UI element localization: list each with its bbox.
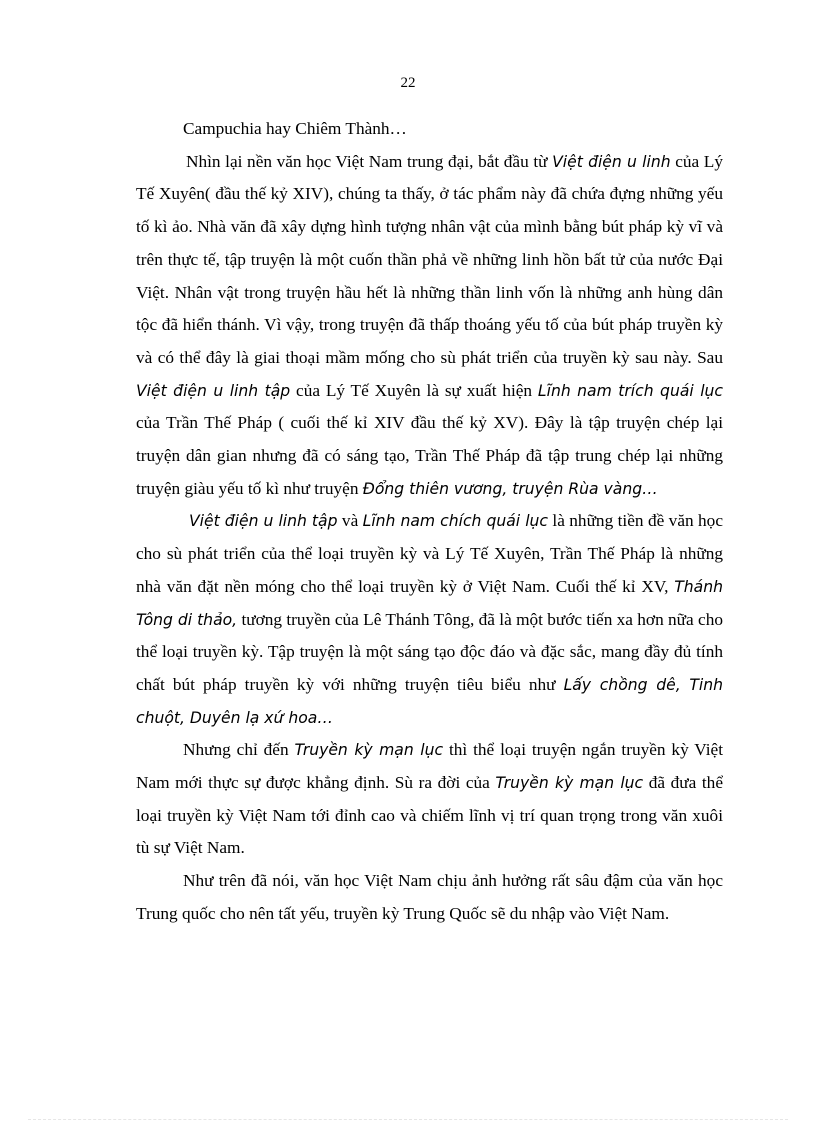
text-run: Nhìn lại nền văn học Việt Nam trung đại, bắt đầu từ: [186, 151, 553, 171]
italic-title: Truyền kỳ mạn lục: [294, 741, 444, 760]
text-run: của Lý Tế Xuyên là sự xuất hiện: [290, 380, 538, 400]
paragraph-5: [136, 865, 723, 930]
paragraph-3: [136, 505, 723, 734]
text-run: Nhưng chỉ đến: [183, 740, 295, 760]
text-run: Như trên đã nói, văn học Việt Nam chịu ảnh hưởng rất sâu đậm của văn học Trung quốc cho nên tất yếu, truyền kỳ Trung Quốc sẽ du nhập vào Việt Nam.: [136, 871, 723, 923]
paragraph-1: [136, 113, 723, 146]
text-run: của Trần Thế Pháp ( cuối thế kỉ XIV đầu thế kỷ XV). Đây là tập truyện chép lại truyện dân gian nhưng đã có sáng tạo, Trần Thế Pháp đã tập trung chép lại những truyện giàu yếu tố kì như truyện: [136, 413, 723, 498]
body-text: [136, 113, 723, 931]
text-run: của Lý Tế Xuyên( đầu thế kỷ XIV), chúng ta thấy, ở tác phẩm này đã chứa đựng những yếu tố kì ảo. Nhà văn đã xây dựng hình tượng nhân vật của mình bằng bút pháp kỳ vĩ và trên thực tế, tập truyện là một cuốn thần phả về những linh hồn bất tử của nước Đại Việt. Nhân vật trong truyện hầu hết là những thần linh vốn là những anh hùng dân tộc đã hiển thánh. Vì vậy, trong truyện đã thấp thoáng yếu tố của bút pháp truyền kỳ và có thể đây là giai thoại mầm mống cho sù phát triển của truyền kỳ sau này. Sau: [136, 151, 723, 367]
text-run: Campuchia hay Chiêm Thành…: [183, 119, 407, 138]
text-run: là những tiền đề văn học cho sù phát triển của thể loại truyền kỳ và Lý Tế Xuyên, Trần Thế Pháp là những nhà văn đặt nền móng cho thể loại truyền kỳ ở Việt Nam. Cuối thế kỉ XV,: [136, 511, 723, 596]
italic-title: Việt điện u linh tập: [189, 512, 338, 531]
paragraph-2: [136, 146, 723, 506]
italic-title: Đổng thiên vương, truyện Rùa vàng…: [362, 479, 658, 498]
text-run: tương truyền của Lê Thánh Tông, đã là một bước tiến xa hơn nữa cho thể loại truyền kỳ. Tập truyện là một sáng tạo độc đáo và đặc sắc, mang đầy đủ tính chất bút pháp truyền kỳ với những truyện tiêu biểu như: [136, 609, 723, 694]
italic-title: Truyền kỳ mạn lục: [495, 774, 644, 793]
page-number: 22: [400, 75, 416, 91]
footer-divider: [28, 1119, 788, 1120]
italic-title: Thánh Tông di thảo,: [136, 577, 723, 629]
text-run: và: [337, 511, 363, 531]
italic-title: Lĩnh nam trích quái lục: [537, 381, 723, 400]
italic-title: Việt điện u linh tập: [136, 381, 291, 400]
text-run: đã đưa thể loại truyền kỳ Việt Nam tới đỉnh cao và chiếm lĩnh vị trí quan trọng trong văn xuôi tù sự Việt Nam.: [136, 773, 723, 858]
italic-title: Lĩnh nam chích quái lục: [362, 512, 548, 531]
paragraph-4: [136, 734, 723, 865]
italic-title: Việt điện u linh: [552, 152, 671, 171]
italic-title: Lấy chồng dê, Tinh chuột, Duyên lạ xứ hoa…: [136, 675, 723, 727]
text-run: thì thể loại truyện ngắn truyền kỳ Việt Nam mới thực sự được khẳng định. Sù ra đời của: [136, 740, 723, 793]
